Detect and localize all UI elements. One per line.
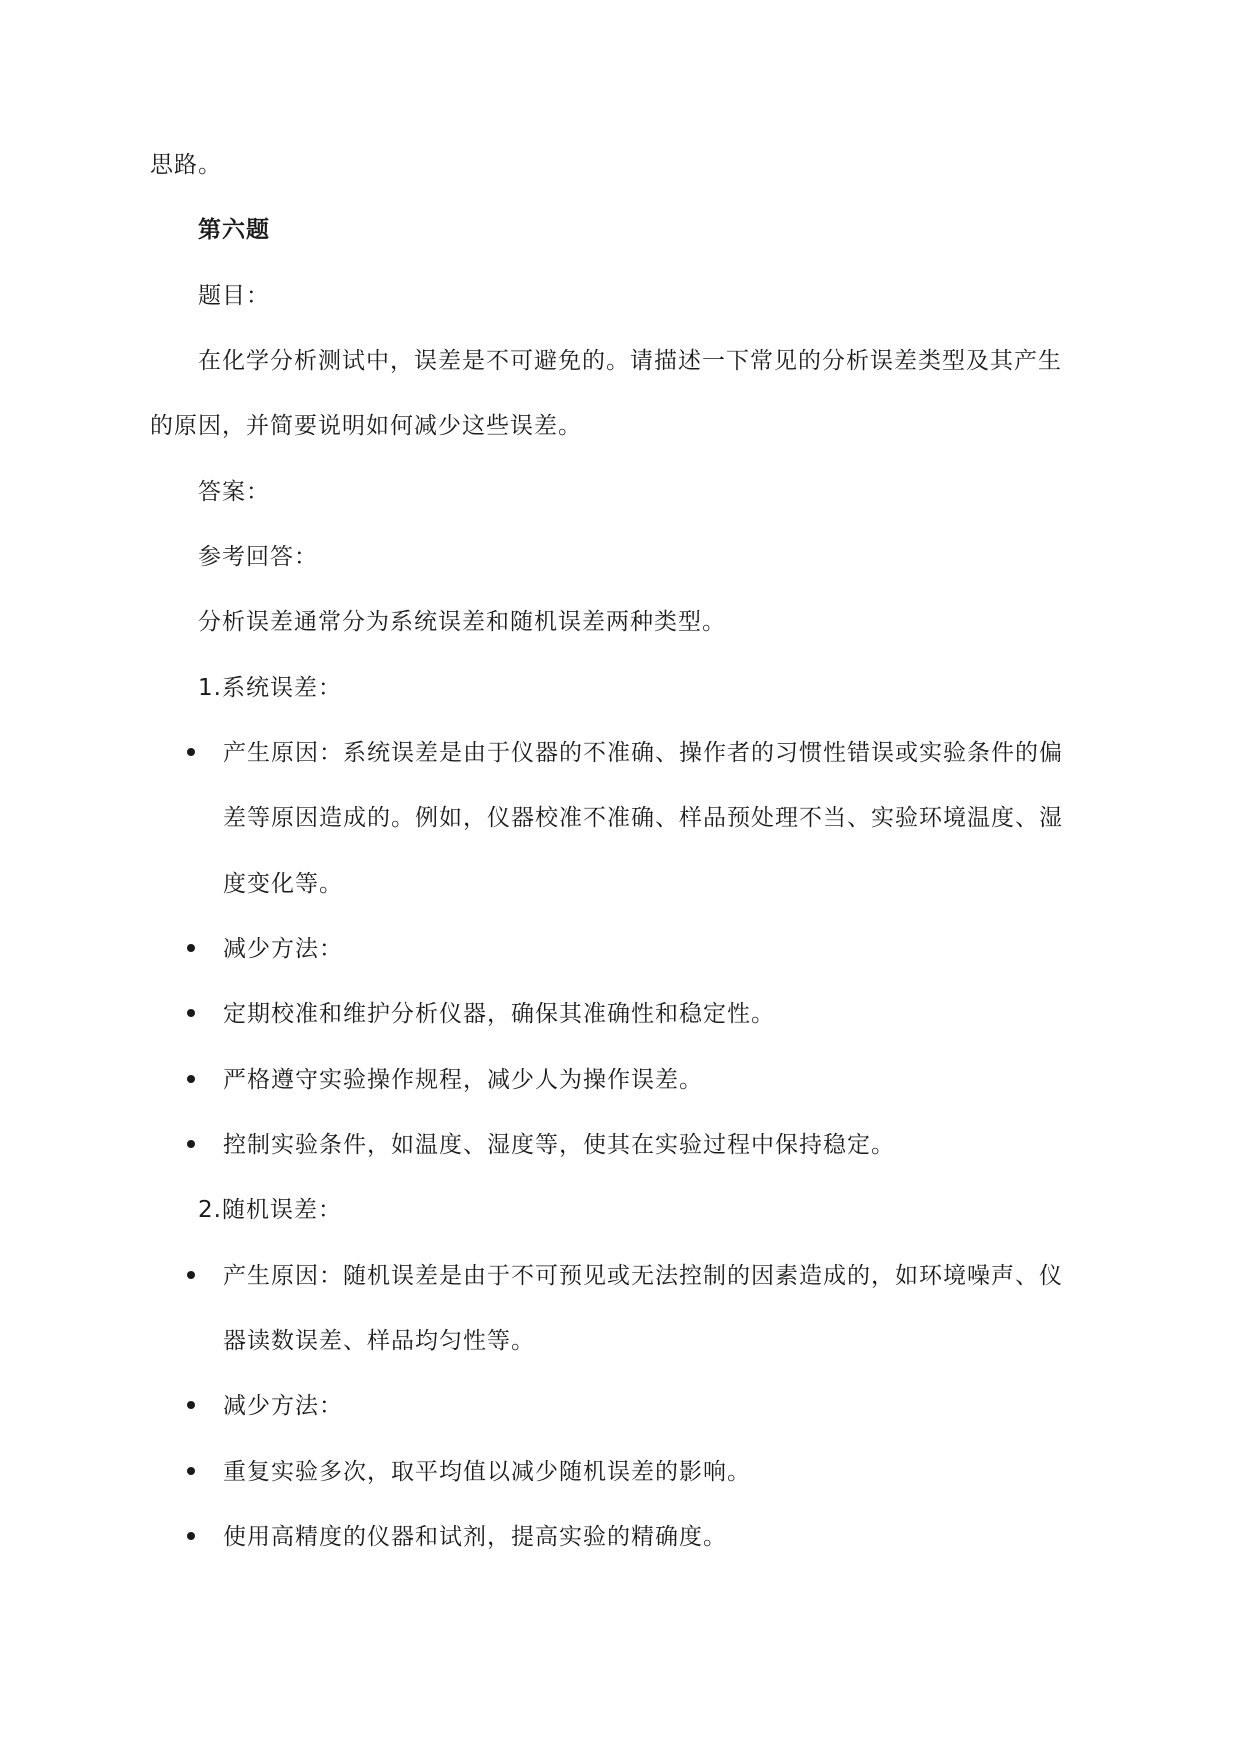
random-reduce-label: 减少方法：: [223, 1393, 343, 1419]
bullet-icon: [187, 1401, 195, 1409]
continuation-text: 思路。: [150, 152, 222, 178]
answer-label: 答案：: [198, 479, 270, 505]
question-text-line-1: 在化学分析测试中，误差是不可避免的。请描述一下常见的分析误差类型及其产生: [198, 348, 1062, 374]
question-label: 题目：: [198, 283, 270, 309]
bullet-icon: [187, 1271, 195, 1279]
bullet-icon: [187, 1140, 195, 1148]
question-text-line-2: 的原因，并简要说明如何减少这些误差。: [150, 413, 582, 439]
bullet-icon: [187, 1532, 195, 1540]
systematic-method-1: 定期校准和维护分析仪器，确保其准确性和稳定性。: [223, 1001, 775, 1027]
bullet-icon: [187, 1009, 195, 1017]
systematic-error-title: 1.系统误差：: [198, 675, 342, 701]
intro-paragraph: 分析误差通常分为系统误差和随机误差两种类型。: [198, 609, 726, 635]
random-method-1: 重复实验多次，取平均值以减少随机误差的影响。: [223, 1459, 751, 1485]
systematic-reduce-label: 减少方法：: [223, 936, 343, 962]
random-error-title: 2.随机误差：: [198, 1197, 342, 1223]
bullet-icon: [187, 1075, 195, 1083]
section-heading: 第六题: [198, 217, 270, 243]
bullet-icon: [187, 1467, 195, 1475]
random-cause-line-1: 产生原因：随机误差是由于不可预见或无法控制的因素造成的，如环境噪声、仪: [223, 1263, 1063, 1289]
random-cause-line-2: 器读数误差、样品均匀性等。: [223, 1328, 535, 1354]
bullet-icon: [187, 944, 195, 952]
reference-label: 参考回答：: [198, 544, 318, 570]
systematic-cause-line-3: 度变化等。: [223, 871, 343, 897]
systematic-cause-line-2: 差等原因造成的。例如，仪器校准不准确、样品预处理不当、实验环境温度、湿: [223, 805, 1063, 831]
systematic-cause-line-1: 产生原因：系统误差是由于仪器的不准确、操作者的习惯性错误或实验条件的偏: [223, 740, 1063, 766]
systematic-method-2: 严格遵守实验操作规程，减少人为操作误差。: [223, 1067, 703, 1093]
random-method-2: 使用高精度的仪器和试剂，提高实验的精确度。: [223, 1524, 727, 1550]
bullet-icon: [187, 748, 195, 756]
systematic-method-3: 控制实验条件，如温度、湿度等，使其在实验过程中保持稳定。: [223, 1132, 895, 1158]
